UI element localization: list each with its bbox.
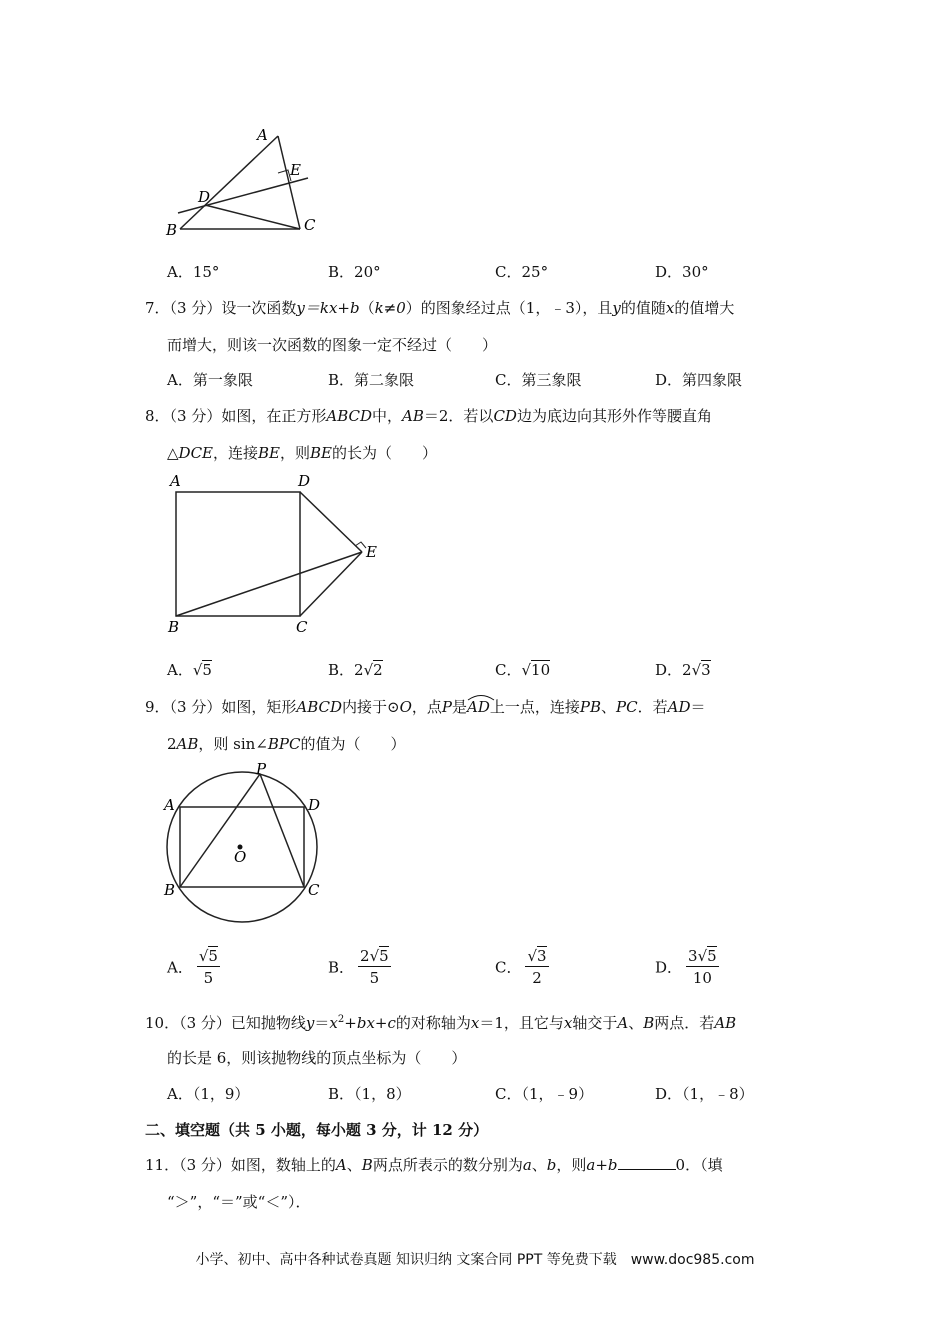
- q10-score: （3 分）: [179, 1014, 231, 1032]
- q7-number: 7．: [145, 299, 170, 317]
- q9-text-e: 上一点，连接: [489, 698, 580, 716]
- q8-text-b: 中，: [372, 407, 403, 425]
- q8-text-h: 的长为（ ）: [332, 444, 438, 462]
- q8-text-g: ，则: [280, 444, 311, 462]
- label-b: B: [168, 618, 180, 636]
- q9-sep: 、: [601, 698, 617, 716]
- q8-dce: DCE: [178, 444, 213, 462]
- q11-text-b: 、: [346, 1156, 362, 1174]
- q8-text-c: ＝2．若以: [423, 407, 494, 425]
- q8-ab: AB: [402, 407, 424, 425]
- square-abcd: [176, 492, 300, 616]
- q10-eq-c: c: [387, 1014, 396, 1032]
- label-e: E: [366, 543, 377, 561]
- q10-eq-eq: ＝: [314, 1014, 330, 1032]
- q8-option-c-prefix: C．: [495, 661, 522, 679]
- q11-point-a: A: [335, 1156, 347, 1174]
- q10-axis-x: x: [470, 1014, 480, 1032]
- q9-text-b: 内接于⊙: [342, 698, 400, 716]
- q7-option-a[interactable]: A．第一象限: [167, 371, 253, 389]
- q9-option-b-numerator: [358, 947, 391, 967]
- label-d: D: [308, 796, 321, 814]
- arc-mark: [467, 693, 495, 701]
- radicand: 5: [208, 947, 218, 965]
- q8-option-c[interactable]: [495, 659, 550, 680]
- q7-var-x: x: [665, 299, 675, 317]
- segment-de: [300, 492, 362, 552]
- q8-option-c-radical: √: [521, 661, 532, 679]
- q8-abcd: ABCD: [326, 407, 373, 425]
- segment-dc: [205, 205, 300, 229]
- q10-text-b: 的对称轴为: [395, 1014, 471, 1032]
- q10-eq-y: y: [305, 1014, 315, 1032]
- label-d: D: [298, 472, 311, 490]
- q9-option-a[interactable]: [167, 947, 220, 987]
- q10-text-d: 轴交于: [572, 1014, 618, 1032]
- q7-text-e: 的值增大: [674, 299, 735, 317]
- q9-text-a: 如图，矩形: [221, 698, 297, 716]
- label-e: E: [290, 161, 301, 179]
- q6-option-d[interactable]: D．30°: [655, 263, 709, 281]
- q10-text-e: 、: [628, 1014, 644, 1032]
- q9-pc: PC: [616, 698, 638, 716]
- q7-option-b[interactable]: B．第二象限: [328, 371, 415, 389]
- q7-question-line1: [145, 297, 734, 318]
- q7-text-b: （: [359, 299, 375, 317]
- q9-option-d-denominator: 10: [692, 969, 712, 987]
- q8-option-b-coef: 2: [354, 661, 364, 679]
- radical: √: [369, 947, 380, 965]
- q9-arc-ad: [467, 698, 490, 716]
- q9-option-c-denominator: 2: [532, 969, 542, 987]
- q9-pb: PB: [579, 698, 602, 716]
- label-b: B: [164, 881, 176, 899]
- q9-question-line1: [145, 696, 706, 717]
- q7-k-condition: k≠0: [374, 299, 406, 317]
- q9-option-c-fraction: [525, 947, 548, 987]
- q11-answer-blank[interactable]: [618, 1155, 676, 1170]
- q11-sum: a+b: [586, 1156, 618, 1174]
- q8-option-b-radicand: 2: [373, 661, 383, 679]
- q7-text-d: 的值随: [620, 299, 666, 317]
- q9-option-b-denominator: 5: [369, 969, 380, 987]
- q7-question-line2: 而增大，则该一次函数的图象一定不经过（ ）: [167, 336, 498, 354]
- section-2-title: 二、填空题（共 5 小题，每小题 3 分，计 12 分）: [145, 1121, 489, 1139]
- q8-option-d[interactable]: [655, 659, 711, 680]
- label-a: A: [257, 126, 268, 144]
- q9-option-b-prefix: B．: [328, 958, 355, 977]
- q8-option-b-radical: √: [363, 661, 374, 679]
- side-ab: [180, 136, 278, 229]
- radical: √: [198, 947, 209, 965]
- q10-question-line1: [145, 1012, 736, 1033]
- radical: √: [527, 947, 538, 965]
- q9-text-f: ．若: [637, 698, 668, 716]
- q11-text-d: 、: [531, 1156, 547, 1174]
- q8-be-2: BE: [310, 444, 332, 462]
- q6-option-b[interactable]: B．20°: [328, 263, 381, 281]
- q9-option-d-fraction: [686, 947, 719, 987]
- label-d: D: [198, 188, 211, 206]
- footer-promo: 小学、初中、高中各种试卷真题 知识归纳 文案合同 PPT 等免费下载 www.doc985.com: [195, 1252, 755, 1268]
- q9-arc-ad-text: AD: [467, 698, 490, 716]
- q7-text-c: ）的图象经过点（1，﹣3），且: [405, 299, 613, 317]
- q10-point-a: A: [617, 1014, 629, 1032]
- q9-option-b-fraction: [358, 947, 391, 987]
- q9-bpc: BPC: [267, 735, 301, 753]
- q9-text-d: 是: [452, 698, 468, 716]
- q8-option-a[interactable]: [167, 659, 212, 680]
- q8-text-f: ，连接: [213, 444, 259, 462]
- q10-number: 10．: [145, 1014, 180, 1032]
- q10-text-f: 两点．若: [654, 1014, 715, 1032]
- segment-pc: [260, 774, 304, 887]
- q7-option-c[interactable]: C．第三象限: [495, 371, 582, 389]
- q7-option-d[interactable]: D．第四象限: [655, 371, 743, 389]
- label-c: C: [308, 881, 320, 899]
- q8-question-line1: [145, 405, 712, 426]
- label-o: O: [234, 848, 247, 866]
- q9-ad: AD: [667, 698, 691, 716]
- label-b: B: [166, 221, 178, 239]
- q9-option-c-numerator: [525, 947, 548, 967]
- q7-var-y: y: [612, 299, 621, 317]
- q10-option-a[interactable]: A．（1，9）: [167, 1085, 250, 1103]
- q6-triangle-figure: [160, 122, 330, 240]
- q11-score: （3 分）: [179, 1156, 231, 1174]
- q8-option-b-prefix: B．: [328, 661, 355, 679]
- q9-abcd: ABCD: [296, 698, 343, 716]
- q10-question-line2: 的长是 6，则该抛物线的顶点坐标为（ ）: [167, 1049, 467, 1067]
- q6-option-a[interactable]: A．15°: [167, 263, 220, 281]
- q8-option-a-prefix: A．: [167, 661, 193, 679]
- q10-text-c: ＝1，且它与: [479, 1014, 564, 1032]
- q9-question-line2: [167, 733, 406, 754]
- label-p: P: [256, 760, 267, 778]
- label-c: C: [296, 618, 308, 636]
- q9-text-h: 2: [167, 735, 177, 753]
- q10-eq-x: x: [329, 1014, 338, 1032]
- q8-cd: CD: [493, 407, 517, 425]
- q8-be-1: BE: [258, 444, 280, 462]
- q11-point-b: B: [361, 1156, 373, 1174]
- q8-option-a-radical: √: [192, 661, 203, 679]
- q8-option-d-coef: 2: [682, 661, 692, 679]
- q11-number: 11．: [145, 1156, 180, 1174]
- q8-score: （3 分）: [169, 407, 222, 425]
- q9-option-b[interactable]: [328, 947, 391, 987]
- q8-question-line2: [167, 442, 437, 463]
- q8-text-a: 如图，在正方形: [221, 407, 327, 425]
- q9-text-j: 的值为（ ）: [300, 735, 406, 753]
- q11-text-c: 两点所表示的数分别为: [372, 1156, 523, 1174]
- q9-point-p: P: [441, 698, 453, 716]
- q8-option-b[interactable]: [328, 659, 383, 680]
- q9-option-a-numerator: [197, 947, 220, 967]
- q9-option-c[interactable]: [495, 947, 549, 987]
- q11-var-b: b: [546, 1156, 557, 1174]
- q8-option-d-radical: √: [691, 661, 702, 679]
- q11-text-f: 0．（填: [675, 1156, 723, 1174]
- q10-x-axis: x: [563, 1014, 573, 1032]
- q8-square-figure: [160, 470, 390, 638]
- q10-text-a: 已知抛物线: [230, 1014, 306, 1032]
- q9-option-d[interactable]: [655, 947, 719, 987]
- q9-circle-figure: [158, 758, 338, 928]
- q6-option-c[interactable]: C．25°: [495, 263, 549, 281]
- q8-text-d: 边为底边向其形外作等腰直角: [516, 407, 712, 425]
- q10-eq-plus1: +: [344, 1014, 357, 1032]
- q10-ab: AB: [714, 1014, 737, 1032]
- label-a: A: [170, 472, 181, 490]
- q10-option-c[interactable]: C．（1，﹣9）: [495, 1085, 594, 1103]
- q9-text-i: ，则 sin∠: [198, 735, 268, 753]
- q10-option-d[interactable]: D．（1，﹣8）: [655, 1085, 754, 1103]
- q7-score: （3 分）: [169, 299, 222, 317]
- q8-text-e: △: [167, 444, 179, 462]
- radicand: 5: [707, 947, 717, 965]
- q10-point-b: B: [643, 1014, 655, 1032]
- q9-option-a-fraction: [197, 947, 220, 987]
- q9-option-d-numerator: [686, 947, 719, 967]
- q9-number: 9．: [145, 698, 170, 716]
- coef: 2: [360, 947, 370, 965]
- label-a: A: [164, 796, 175, 814]
- q11-question-line1: [145, 1154, 723, 1175]
- coef: 3: [688, 947, 698, 965]
- q11-text-e: ，则: [556, 1156, 587, 1174]
- q9-text-g: ＝: [690, 698, 706, 716]
- q8-option-c-radicand: 10: [531, 661, 551, 679]
- q9-circle-o: O: [399, 698, 412, 716]
- q10-eq-plus2: +: [374, 1014, 388, 1032]
- q9-option-c-prefix: C．: [495, 958, 522, 977]
- q10-option-b[interactable]: B．（1，8）: [328, 1085, 411, 1103]
- q10-eq-sup: 2: [337, 1014, 345, 1025]
- q9-option-a-denominator: 5: [203, 969, 214, 987]
- radicand: 3: [537, 947, 547, 965]
- label-c: C: [304, 216, 316, 234]
- q10-eq-bx: bx: [356, 1014, 375, 1032]
- q9-option-a-prefix: A．: [167, 958, 193, 977]
- segment-be: [176, 552, 362, 616]
- q11-var-a: a: [522, 1156, 532, 1174]
- segment-ce: [300, 552, 362, 616]
- q7-text-a: 设一次函数: [221, 299, 297, 317]
- q11-text-a: 如图，数轴上的: [230, 1156, 336, 1174]
- q8-number: 8．: [145, 407, 170, 425]
- q8-option-a-radicand: 5: [202, 661, 212, 679]
- q9-text-c: ，点: [411, 698, 442, 716]
- q7-formula: y＝kx+b: [296, 299, 360, 317]
- q8-option-d-prefix: D．: [655, 661, 683, 679]
- q11-question-line2: “＞”，“＝”或“＜”）．: [167, 1193, 311, 1211]
- q9-ab: AB: [176, 735, 199, 753]
- q9-score: （3 分）: [169, 698, 222, 716]
- q8-option-d-radicand: 3: [701, 661, 711, 679]
- radicand: 5: [379, 947, 389, 965]
- q9-option-d-prefix: D．: [655, 958, 683, 977]
- radical: √: [697, 947, 708, 965]
